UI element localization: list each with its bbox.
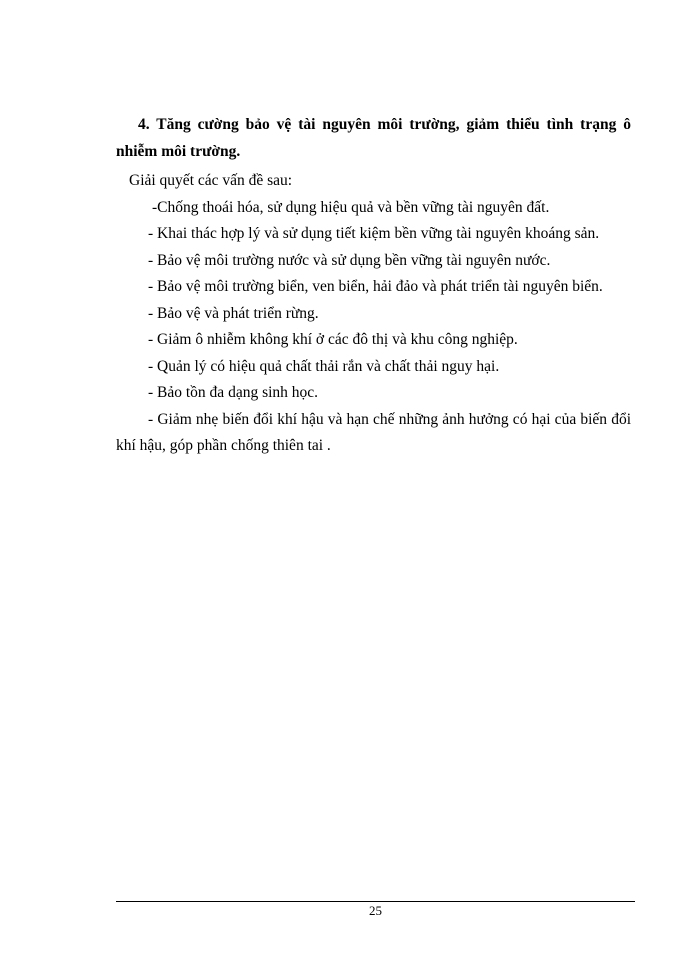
footer-divider xyxy=(116,901,635,902)
list-item-biodiversity: - Bảo tồn đa dạng sinh học. xyxy=(148,384,319,401)
section-intro: Giải quyết các vấn đề sau: xyxy=(129,172,293,189)
list-item-water: - Bảo vệ môi trường nước và sử dụng bền vững tài nguyên nước. xyxy=(148,251,551,269)
list-item-climate: - Giảm nhẹ biến đổi khí hậu và hạn chế những ảnh hưởng có hại của biến đổi khí hậu, góp phần chống thiên tai . xyxy=(116,410,631,454)
page-content xyxy=(116,112,631,460)
list-item-forest: - Bảo vệ và phát triển rừng. xyxy=(148,304,319,322)
page-number: 25 xyxy=(369,903,382,918)
list-item-land: -Chống thoái hóa, sử dụng hiệu quả và bền vững tài nguyên đất. xyxy=(152,198,550,216)
list-item-air: - Giảm ô nhiễm không khí ở các đô thị và khu công nghiệp. xyxy=(148,331,518,348)
list-item-minerals: - Khai thác hợp lý và sử dụng tiết kiệm bền vững tài nguyên khoáng sản. xyxy=(148,225,600,242)
list-item-sea: - Bảo vệ môi trường biển, ven biển, hải đảo và phát triển tài nguyên biển. xyxy=(148,278,603,295)
list-item-waste: - Quản lý có hiệu quả chất thải rắn và chất thải nguy hại. xyxy=(148,357,500,375)
section-heading: 4. Tăng cường bảo vệ tài nguyên môi trường, giảm thiểu tình trạng ô nhiễm môi trường. xyxy=(116,116,631,160)
